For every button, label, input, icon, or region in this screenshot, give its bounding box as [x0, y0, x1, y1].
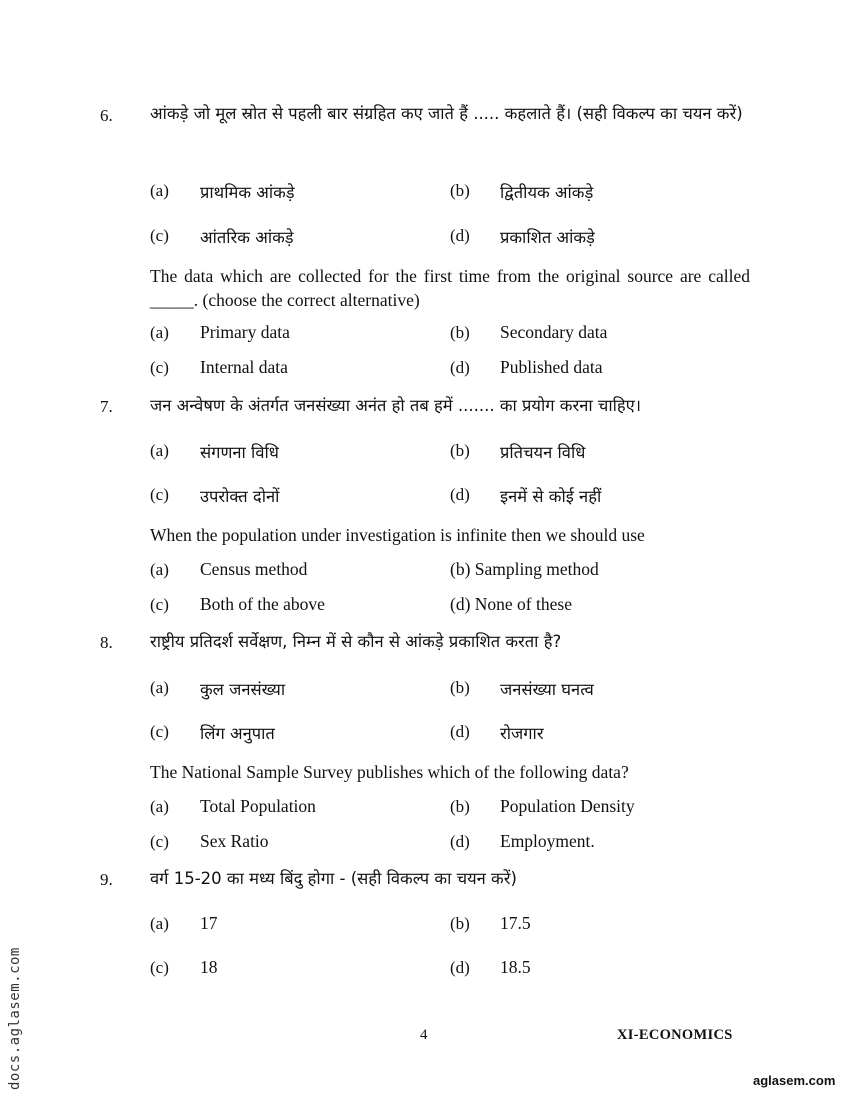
subject-code: XI-ECONOMICS	[617, 1027, 733, 1043]
option-text: संगणना विधि	[200, 443, 279, 462]
question-number: 7.	[100, 397, 113, 416]
option-label: (d)	[450, 358, 470, 377]
option-label: (a)	[150, 323, 169, 342]
option-text: Internal data	[200, 357, 288, 377]
option-text: 18.5	[500, 957, 531, 977]
option-label: (d)	[450, 722, 470, 741]
option-label: (b)	[450, 181, 470, 200]
option-label: (b)	[450, 914, 470, 933]
option-text: Secondary data	[500, 322, 608, 342]
question-number: 6.	[100, 106, 113, 125]
question-text-english: The National Sample Survey publishes which of the following data?	[150, 762, 629, 782]
option-label: (b)	[450, 797, 470, 816]
option-text: (d) None of these	[450, 594, 572, 614]
option-label: (c)	[150, 722, 169, 741]
option-label: (d)	[450, 226, 470, 245]
option-text: इनमें से कोई नहीं	[500, 487, 602, 506]
option-text: प्राथमिक आंकड़े	[200, 183, 295, 202]
option-text: Census method	[200, 559, 308, 579]
option-text: Population Density	[500, 796, 635, 816]
option-label: (c)	[150, 832, 169, 851]
option-text: 18	[200, 957, 218, 977]
question-text-hindi: वर्ग 15-20 का मध्य बिंदु होगा - (सही विकल्प का चयन करें)	[150, 869, 517, 888]
option-label: (a)	[150, 441, 169, 460]
option-text: लिंग अनुपात	[200, 724, 275, 743]
option-label: (b)	[450, 678, 470, 697]
option-label: (a)	[150, 181, 169, 200]
option-text: कुल जनसंख्या	[200, 680, 286, 699]
brand-watermark: aglasem.com	[753, 1073, 836, 1088]
side-watermark: docs.aglasem.com	[7, 947, 23, 1090]
option-text: 17	[200, 913, 218, 933]
option-label: (c)	[150, 595, 169, 614]
option-text: रोजगार	[500, 724, 544, 743]
question-text-hindi: जन अन्वेषण के अंतर्गत जनसंख्या अनंत हो तब हमें ....... का प्रयोग करना चाहिए।	[150, 396, 642, 415]
option-text: Employment.	[500, 831, 595, 851]
option-label: (b)	[450, 441, 470, 460]
option-text: प्रतिचयन विधि	[500, 443, 586, 462]
option-text: जनसंख्या घनत्व	[500, 680, 594, 699]
option-text: Both of the above	[200, 594, 325, 614]
option-text: Primary data	[200, 322, 290, 342]
option-label: (c)	[150, 958, 169, 977]
question-text-english: The data which are collected for the first time from the original source are called _____. (choose the correct alternative)	[150, 266, 750, 310]
question-text-hindi: राष्ट्रीय प्रतिदर्श सर्वेक्षण, निम्न में से कौन से आंकड़े प्रकाशित करता है?	[150, 632, 562, 651]
option-label: (a)	[150, 914, 169, 933]
question-text-english: When the population under investigation is infinite then we should use	[150, 525, 645, 545]
option-text: द्वितीयक आंकड़े	[500, 183, 594, 202]
option-text: आंतरिक आंकड़े	[200, 228, 294, 247]
option-text: उपरोक्त दोनों	[200, 487, 280, 506]
option-label: (d)	[450, 958, 470, 977]
option-text: Sex Ratio	[200, 831, 269, 851]
option-label: (d)	[450, 485, 470, 504]
option-text: 17.5	[500, 913, 531, 933]
option-label: (d)	[450, 832, 470, 851]
question-number: 9.	[100, 870, 113, 889]
option-label: (a)	[150, 797, 169, 816]
option-text: Total Population	[200, 796, 316, 816]
option-text: Published data	[500, 357, 603, 377]
option-label: (a)	[150, 560, 169, 579]
option-label: (a)	[150, 678, 169, 697]
option-label: (c)	[150, 358, 169, 377]
question-text-hindi: आंकड़े जो मूल स्रोत से पहली बार संग्रहित कए जाते हैं ..... कहलाते हैं। (सही विकल्प का चयन करें)	[150, 104, 743, 123]
option-label: (c)	[150, 226, 169, 245]
option-label: (c)	[150, 485, 169, 504]
option-text: प्रकाशित आंकड़े	[500, 228, 595, 247]
page-number: 4	[420, 1027, 428, 1043]
option-label: (b)	[450, 323, 470, 342]
question-number: 8.	[100, 633, 113, 652]
option-text: (b) Sampling method	[450, 559, 599, 579]
